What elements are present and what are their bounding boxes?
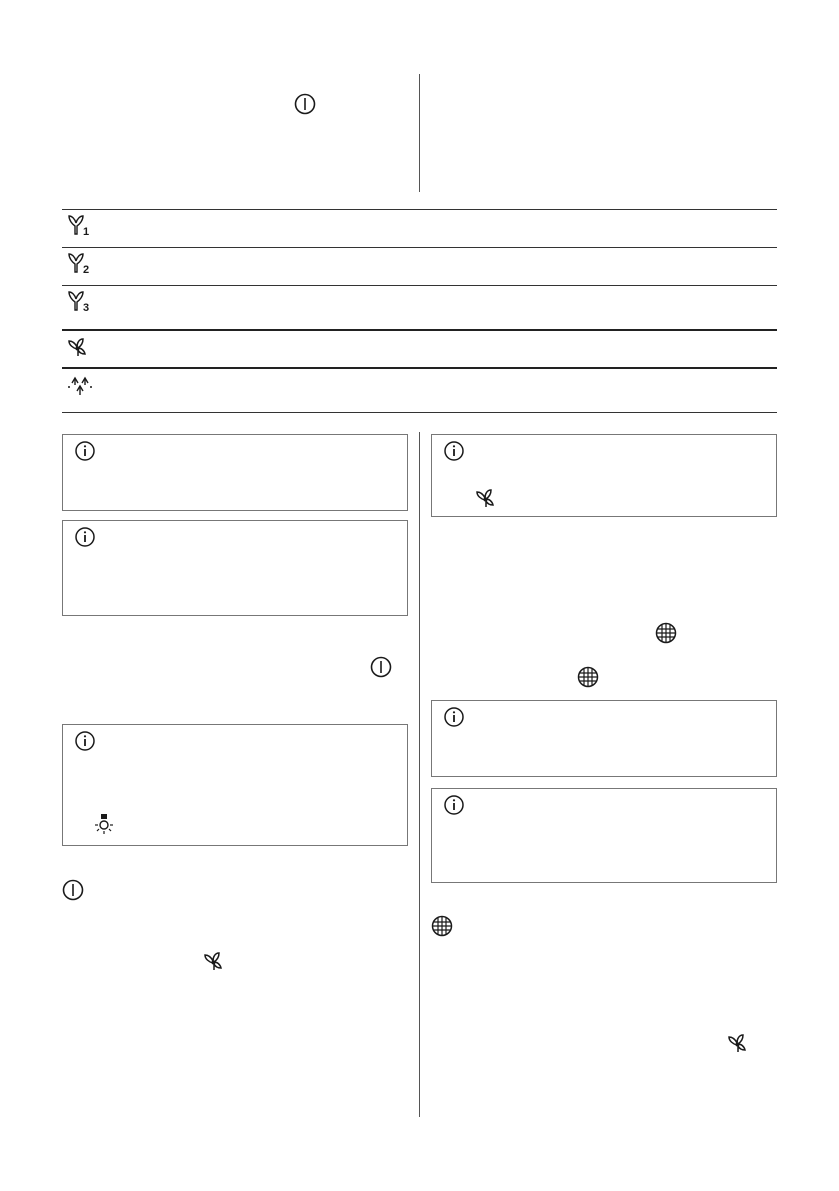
table-row-subscript: 2 xyxy=(83,264,90,276)
info-note xyxy=(431,788,777,883)
breeze-icon xyxy=(66,373,94,399)
table-row-subscript: 3 xyxy=(83,302,90,314)
info-icon xyxy=(75,731,95,751)
info-note xyxy=(62,434,408,511)
table-rule xyxy=(62,209,777,210)
light-icon xyxy=(93,813,115,835)
info-note xyxy=(431,700,777,777)
power-icon xyxy=(62,879,84,901)
info-icon xyxy=(75,527,95,547)
fan-boost-icon xyxy=(202,950,226,974)
column-divider-top xyxy=(419,74,420,192)
table-rule xyxy=(62,247,777,248)
table-rule xyxy=(62,329,777,331)
column-divider-bottom xyxy=(419,432,420,1117)
info-note xyxy=(62,520,408,616)
fan-boost-icon xyxy=(474,487,498,511)
fan-speed-3-icon xyxy=(66,290,94,314)
info-note xyxy=(431,434,777,517)
power-icon xyxy=(294,93,316,115)
table-rule xyxy=(62,367,777,369)
info-note xyxy=(62,724,408,846)
filter-grid-icon xyxy=(655,622,677,644)
power-icon xyxy=(370,656,392,678)
info-icon xyxy=(444,795,464,815)
fan-speed-1-icon xyxy=(66,214,94,238)
table-row-subscript: 1 xyxy=(83,226,90,238)
fan-speed-2-icon xyxy=(66,252,94,276)
info-icon xyxy=(444,707,464,727)
info-icon xyxy=(75,441,95,461)
info-icon xyxy=(444,441,464,461)
filter-grid-icon xyxy=(431,915,453,937)
fan-boost-icon xyxy=(66,336,90,360)
table-rule xyxy=(62,412,777,413)
fan-boost-icon xyxy=(726,1032,750,1056)
filter-grid-icon xyxy=(577,666,599,688)
table-rule xyxy=(62,285,777,286)
